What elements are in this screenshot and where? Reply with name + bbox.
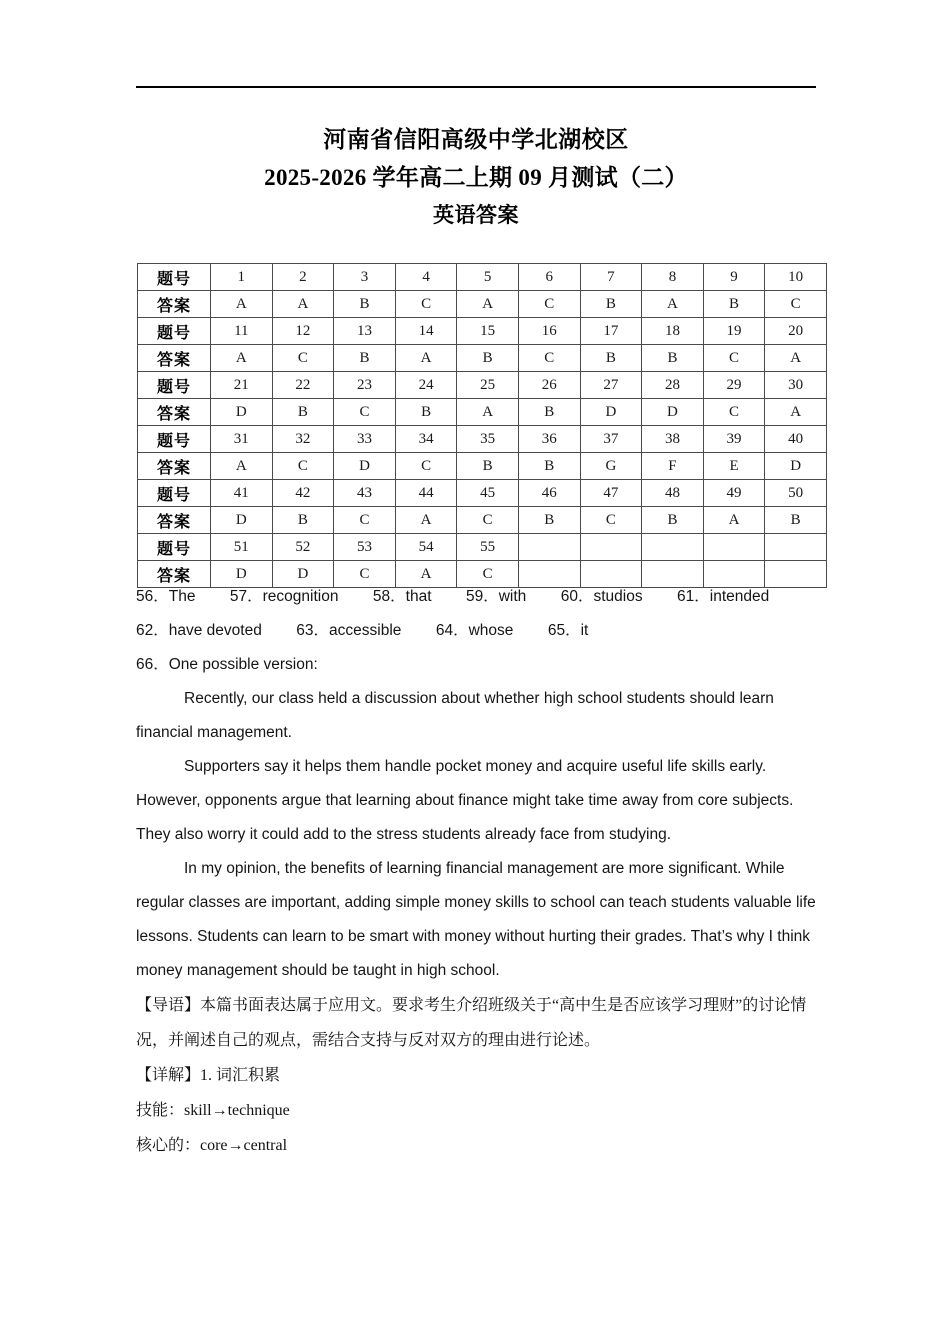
answer-value: B (518, 453, 580, 480)
answer-value: F (642, 453, 704, 480)
question-number: 6 (518, 264, 580, 291)
answer-value: B (580, 345, 642, 372)
question-number: 3 (334, 264, 396, 291)
question-number: 25 (457, 372, 519, 399)
table-row (138, 480, 827, 507)
answer-value: A (457, 291, 519, 318)
row-label-answer: 答案 (138, 561, 211, 588)
document-heading (136, 122, 816, 232)
question-number: 28 (642, 372, 704, 399)
answer-value: B (334, 291, 396, 318)
table-row (138, 399, 827, 426)
question-number: 42 (272, 480, 334, 507)
question-number: 7 (580, 264, 642, 291)
table-row (138, 264, 827, 291)
answer-value: C (518, 291, 580, 318)
answer-value: A (272, 291, 334, 318)
row-label-question: 题号 (138, 318, 211, 345)
answer-content (136, 580, 826, 1163)
question-number: 32 (272, 426, 334, 453)
question-number: 9 (703, 264, 765, 291)
question-number: 41 (211, 480, 273, 507)
answer-value: D (642, 399, 704, 426)
question-number: 35 (457, 426, 519, 453)
question-number: 21 (211, 372, 273, 399)
answer-value: D (211, 399, 273, 426)
question-number: 2 (272, 264, 334, 291)
question-number: 33 (334, 426, 396, 453)
question-number: 1 (211, 264, 273, 291)
table-row (138, 534, 827, 561)
question-number: 31 (211, 426, 273, 453)
question-number: 53 (334, 534, 396, 561)
question-number: 47 (580, 480, 642, 507)
question-number-empty (580, 534, 642, 561)
question-number: 20 (765, 318, 827, 345)
answer-value: C (580, 507, 642, 534)
question-number: 16 (518, 318, 580, 345)
row-label-answer: 答案 (138, 345, 211, 372)
question-number: 18 (642, 318, 704, 345)
answer-value: A (703, 507, 765, 534)
answer-value: G (580, 453, 642, 480)
question-number: 52 (272, 534, 334, 561)
question-number: 44 (395, 480, 457, 507)
question-number-empty (642, 534, 704, 561)
analysis-detail-heading: 【详解】1. 词汇积累 (136, 1067, 281, 1084)
question-number: 5 (457, 264, 519, 291)
table-row (138, 372, 827, 399)
answer-value: D (211, 507, 273, 534)
question-number: 54 (395, 534, 457, 561)
subject-title: 英语答案 (433, 203, 519, 227)
answer-value: C (457, 561, 519, 588)
row-label-answer: 答案 (138, 507, 211, 534)
analysis-guide: 【导语】本篇书面表达属于应用文。要求考生介绍班级关于“高中生是否应该学习理财”的讨论情况，并阐述自己的观点，需结合支持与反对双方的理由进行论述。 (136, 997, 807, 1049)
question-number: 39 (703, 426, 765, 453)
answer-value: B (580, 291, 642, 318)
table-row (138, 507, 827, 534)
school-title: 河南省信阳高级中学北湖校区 (323, 127, 629, 152)
answer-value: B (642, 507, 704, 534)
answer-value: E (703, 453, 765, 480)
question-number-empty (703, 534, 765, 561)
analysis-vocab-1: 技能：skill→technique (136, 1102, 290, 1119)
answer-key-table (137, 263, 827, 588)
answer-value: A (765, 399, 827, 426)
answer-value: C (703, 345, 765, 372)
answer-value: B (395, 399, 457, 426)
row-label-question: 题号 (138, 372, 211, 399)
question-number: 38 (642, 426, 704, 453)
answer-value: C (334, 561, 396, 588)
writing-paragraph-2: Supporters say it helps them handle pocket money and acquire useful life skills early. However, opponents argue that learning about finance might take time away from core subjects. They also worry it could add to the stress students already face from studying. (136, 758, 798, 843)
fill-blank-line-2: 62．have devoted 63．accessible 64．whose 65．it (136, 622, 589, 639)
question-number: 13 (334, 318, 396, 345)
answer-value: C (395, 291, 457, 318)
answer-value: B (765, 507, 827, 534)
question-number: 12 (272, 318, 334, 345)
question-number: 11 (211, 318, 273, 345)
question-number: 4 (395, 264, 457, 291)
fill-blank-line-1: 56．The 57．recognition 58．that 59．with 60．studios 61．intended (136, 588, 770, 605)
question-number: 24 (395, 372, 457, 399)
row-label-question: 题号 (138, 480, 211, 507)
answer-value: C (272, 345, 334, 372)
question-number: 55 (457, 534, 519, 561)
answer-value: D (580, 399, 642, 426)
question-number: 34 (395, 426, 457, 453)
table-row (138, 453, 827, 480)
answer-value: B (703, 291, 765, 318)
answer-value: B (272, 507, 334, 534)
row-label-question: 题号 (138, 426, 211, 453)
answer-value: C (334, 399, 396, 426)
row-label-answer: 答案 (138, 291, 211, 318)
answer-value: B (457, 345, 519, 372)
question-number: 10 (765, 264, 827, 291)
answer-value: C (703, 399, 765, 426)
answer-value: B (272, 399, 334, 426)
question-number-empty (765, 534, 827, 561)
question-number: 22 (272, 372, 334, 399)
answer-value: A (211, 291, 273, 318)
question-number: 17 (580, 318, 642, 345)
row-label-answer: 答案 (138, 399, 211, 426)
answer-value: A (211, 345, 273, 372)
question-number: 43 (334, 480, 396, 507)
question-number: 45 (457, 480, 519, 507)
answer-value: D (334, 453, 396, 480)
question-number: 8 (642, 264, 704, 291)
question-number: 37 (580, 426, 642, 453)
answer-value: C (272, 453, 334, 480)
answer-value: C (457, 507, 519, 534)
answer-value: B (518, 399, 580, 426)
question-number: 14 (395, 318, 457, 345)
analysis-vocab-2: 核心的：core→central (136, 1137, 288, 1154)
writing-prompt: 66．One possible version: (136, 656, 318, 673)
row-label-answer: 答案 (138, 453, 211, 480)
table-row (138, 318, 827, 345)
question-number-empty (518, 534, 580, 561)
writing-paragraph-3: In my opinion, the benefits of learning financial management are more significant. While regular classes are important, adding simple money skills to school can teach students valuable life lessons. Students can learn to be smart with money without hurting their grades. That’s why I think money management should be taught in high school. (136, 860, 821, 979)
answer-value: A (211, 453, 273, 480)
answer-value: D (765, 453, 827, 480)
table-row (138, 291, 827, 318)
question-number: 29 (703, 372, 765, 399)
question-number: 27 (580, 372, 642, 399)
answer-value: A (395, 345, 457, 372)
answer-value: B (334, 345, 396, 372)
row-label-question: 题号 (138, 534, 211, 561)
table-row (138, 426, 827, 453)
question-number: 15 (457, 318, 519, 345)
answer-value: B (642, 345, 704, 372)
question-number: 46 (518, 480, 580, 507)
answer-value: C (395, 453, 457, 480)
answer-value: A (765, 345, 827, 372)
answer-value: B (457, 453, 519, 480)
question-number: 36 (518, 426, 580, 453)
answer-value: A (642, 291, 704, 318)
question-number: 26 (518, 372, 580, 399)
question-number: 50 (765, 480, 827, 507)
answer-value: C (334, 507, 396, 534)
answer-value: B (518, 507, 580, 534)
answer-key-body (138, 264, 827, 588)
answer-value: D (211, 561, 273, 588)
writing-paragraph-1: Recently, our class held a discussion about whether high school students should learn financial management. (136, 690, 779, 741)
answer-value: A (395, 507, 457, 534)
answer-value: A (395, 561, 457, 588)
answer-value: A (457, 399, 519, 426)
answer-value: C (518, 345, 580, 372)
row-label-question: 题号 (138, 264, 211, 291)
question-number: 30 (765, 372, 827, 399)
question-number: 40 (765, 426, 827, 453)
answer-value: C (765, 291, 827, 318)
exam-title: 2025-2026 学年高二上期 09 月测试（二） (264, 165, 688, 190)
table-row (138, 345, 827, 372)
question-number: 48 (642, 480, 704, 507)
question-number: 49 (703, 480, 765, 507)
answer-value: D (272, 561, 334, 588)
question-number: 51 (211, 534, 273, 561)
question-number: 23 (334, 372, 396, 399)
question-number: 19 (703, 318, 765, 345)
header-divider (136, 86, 816, 88)
